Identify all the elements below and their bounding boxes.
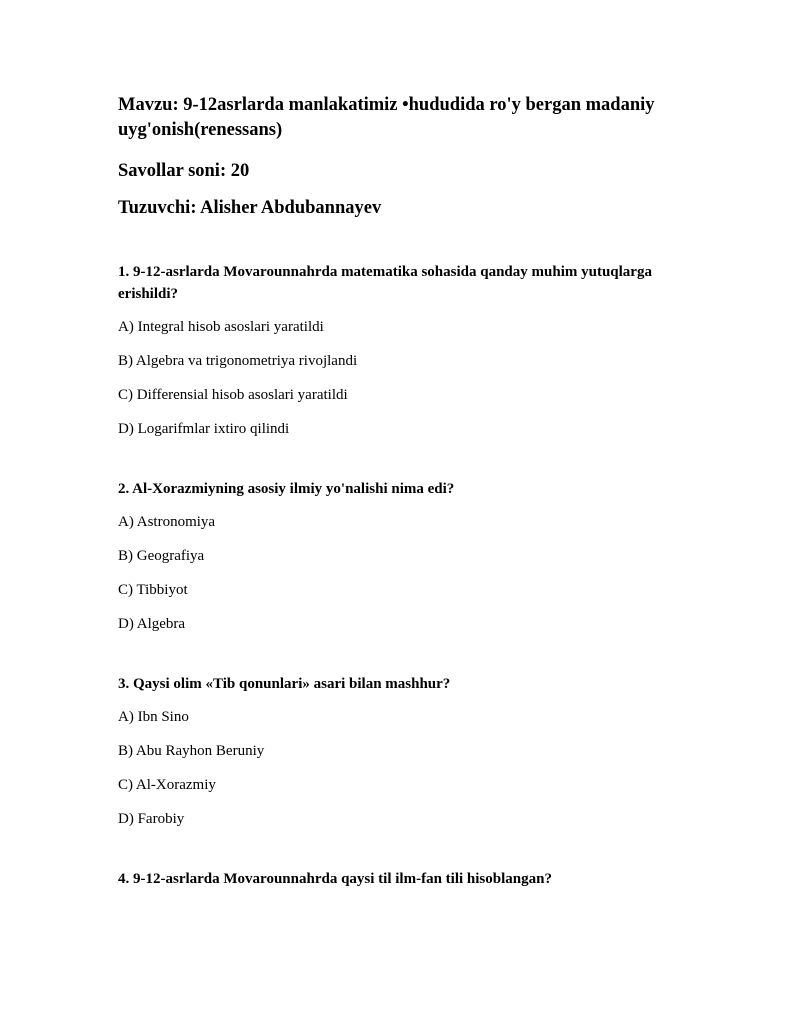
answer-option: D) Farobiy [118, 811, 185, 827]
answer-option: B) Geografiya [118, 548, 205, 564]
answer-option: A) Ibn Sino [118, 709, 189, 725]
question-item [118, 868, 698, 890]
question-text: 4. 9-12-asrlarda Movarounnahrda qaysi til ilm-fan tili hisoblangan? [118, 871, 552, 887]
question-count: Savollar soni: 20 [118, 161, 250, 181]
question-item [118, 478, 698, 635]
question-item [118, 261, 698, 440]
answer-option: A) Astronomiya [118, 514, 216, 530]
answer-option: A) Integral hisob asoslari yaratildi [118, 319, 324, 335]
answer-option: B) Abu Rayhon Beruniy [118, 743, 265, 759]
document-author: Tuzuvchi: Alisher Abdubannayev [118, 198, 382, 218]
answer-option: C) Differensial hisob asoslari yaratildi [118, 387, 348, 403]
question-text: 3. Qaysi olim «Tib qonunlari» asari bilan mashhur? [118, 676, 451, 692]
question-item [118, 673, 698, 830]
question-text: 1. 9-12-asrlarda Movarounnahrda matematika sohasida qanday muhim yutuqlarga erishildi? [118, 264, 652, 302]
question-text: 2. Al-Xorazmiyning asosiy ilmiy yo'nalishi nima edi? [118, 481, 455, 497]
question-list [118, 261, 698, 890]
answer-option: C) Tibbiyot [118, 582, 188, 598]
answer-option: D) Algebra [118, 616, 186, 632]
answer-option: C) Al-Xorazmiy [118, 777, 216, 793]
document-topic: Mavzu: 9-12asrlarda manlakatimiz •hududida ro'y bergan madaniy uyg'onish(renessans) [118, 95, 655, 140]
document-page [118, 93, 698, 928]
answer-option: D) Logarifmlar ixtiro qilindi [118, 421, 290, 437]
answer-option: B) Algebra va trigonometriya rivojlandi [118, 353, 358, 369]
